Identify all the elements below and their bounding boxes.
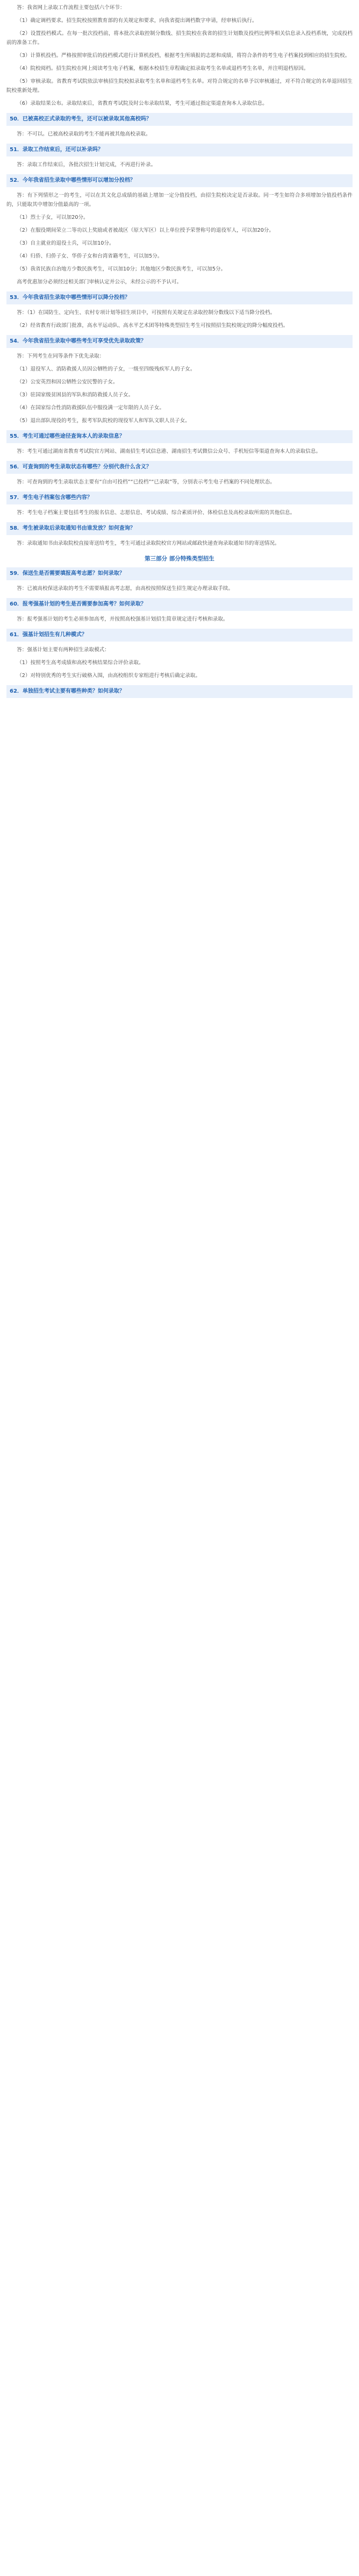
paragraph: 答：可查询到的考生录取状态主要有“自由可投档”“已投档”“已录取”等，分别表示考生电子档案的不同处理状态。 xyxy=(17,479,275,485)
question-heading: 61．强基计划招生有几种模式？ xyxy=(6,629,353,642)
paragraph: （3）驻国家级贫困县的军队和消防救援人员子女。 xyxy=(17,392,134,398)
question-heading: 60．报考强基计划的考生是否需要参加高考？如何录取？ xyxy=(6,598,353,611)
paragraph: （2）对特别优秀的考生实行破格入围，由高校组织专家组进行考核后确定录取。 xyxy=(17,673,201,679)
paragraph: 答：下列考生在同等条件下优先录取： xyxy=(17,353,105,359)
paragraph: 答：已被高校保送录取的考生不需要填报高考志愿，由高校按照保送生招生规定办理录取手续。 xyxy=(17,586,234,592)
paragraph: 答：有下列情形之一的考生，可以在其文化总成绩的基础上增加一定分值投档，由招生院校决定是否录取。同一考生如符合多项增加分值投档条件的，只能取其中增加分值最高的一项。 xyxy=(6,193,353,208)
paragraph: （2）在服役期间荣立二等功以上奖励或者被战区（原大军区）以上单位授予荣誉称号的退役军人，可以加20分。 xyxy=(17,227,274,233)
question-heading: 55．考生可通过哪些途径查询本人的录取信息？ xyxy=(6,430,353,443)
paragraph: 答：录取通知书由录取院校直接寄送给考生，考生可通过录取院校官方网站或邮政快递查询录取通知书的寄送情况。 xyxy=(17,540,280,546)
paragraph: 答：我省网上录取工作流程主要包括六个环节： xyxy=(17,5,125,11)
paragraph: 答：考生可通过湖南省教育考试院官方网站、湖南招生考试信息港、湖南招生考试微信公众号、手机短信等渠道查询本人的录取信息。 xyxy=(17,449,321,454)
paragraph: 答：强基计划主要有两种招生录取模式： xyxy=(17,647,110,653)
paragraph: （5）审核录取。省教育考试院依法审核招生院校拟录取考生名单和退档考生名单。对符合规定的名单予以审核通过，对不符合规定的名单退回招生院校重新处理。 xyxy=(6,79,353,94)
question-heading: 51．录取工作结束后，还可以补录吗？ xyxy=(6,144,353,156)
paragraph: 答：考生电子档案主要包括考生的报名信息、志愿信息、考试成绩、综合素质评价、体检信息及高校录取所需的其他信息。 xyxy=(17,510,296,516)
paragraph: 答：（1）在国防生、定向生、农村专项计划等招生项目中，可按照有关规定在录取控制分数线以下适当降分投档。 xyxy=(17,310,276,316)
paragraph: 答：录取工作结束后，各批次招生计划完成，不再进行补录。 xyxy=(17,162,156,168)
paragraph: （2）经省教育行政部门批准，高水平运动队、高水平艺术团等特殊类型招生考生可按照招生院校规定的降分幅度投档。 xyxy=(17,323,289,329)
paragraph: （2）设置投档模式。在每一批次投档前，将本批次录取控制分数线、招生院校在我省的招生计划数及投档比例等相关信息录入投档系统，完成投档前的准备工作。 xyxy=(6,31,353,46)
paragraph: （1）确定调档要求。招生院校按照教育部的有关规定和要求，向我省提出调档数字申请，经审核后执行。 xyxy=(17,18,257,24)
paragraph: （3）计算机投档。严格按照审批后的投档模式进行计算机投档，根据考生所填报的志愿和成绩，将符合条件的考生电子档案投到相应的招生院校。 xyxy=(17,53,350,59)
paragraph: （3）自主就业的退役士兵，可以加10分。 xyxy=(17,240,114,246)
question-heading: 62．单独招生考试主要有哪些种类？如何录取？ xyxy=(6,685,353,698)
paragraph: （1）退役军人、消防救援人员因公牺牲的子女，一级至四级残疾军人的子女。 xyxy=(17,366,196,372)
paragraph: （6）录取结果公布。录取结束后，省教育考试院及时公布录取结果，考生可通过指定渠道查询本人录取信息。 xyxy=(17,101,268,106)
paragraph: （1）烈士子女，可以加20分。 xyxy=(17,215,89,220)
question-heading: 57．考生电子档案包含哪些内容？ xyxy=(6,492,353,504)
paragraph: （2）公安英烈和因公牺牲公安民警的子女。 xyxy=(17,379,118,385)
paragraph: （4）在国家综合性消防救援队伍中服役满一定年限的人员子女。 xyxy=(17,405,164,411)
question-heading: 58．考生被录取后录取通知书由谁发放？如何查询？ xyxy=(6,522,353,535)
paragraph: （4）院校阅档。招生院校在网上阅读考生电子档案，根据本校招生章程确定拟录取考生名单或退档考生名单，并注明退档原因。 xyxy=(17,66,309,72)
question-heading: 53．今年我省招生录取中哪些情形可以降分投档？ xyxy=(6,291,353,304)
paragraph: 答：不可以。已被高校录取的考生不能再被其他高校录取。 xyxy=(17,131,151,137)
question-heading: 52．今年我省招生录取中哪些情形可以增加分投档？ xyxy=(6,174,353,187)
document-page xyxy=(0,0,359,707)
question-heading: 50．已被高校正式录取的考生，还可以被录取其他高校吗？ xyxy=(6,113,353,126)
question-heading: 56．可查询到的考生录取状态有哪些？分别代表什么含义？ xyxy=(6,461,353,474)
paragraph: （5）我省民族自治地方少数民族考生，可以加10分；其他地区少数民族考生，可以加5分。 xyxy=(17,266,226,272)
question-heading: 54．今年我省招生录取中哪些考生可享受优先录取政策？ xyxy=(6,335,353,348)
paragraph: （1）按照考生高考成绩和高校考核结果综合评价录取。 xyxy=(17,660,144,666)
paragraph: （4）归侨、归侨子女、华侨子女和台湾省籍考生，可以加5分。 xyxy=(17,253,163,259)
question-heading: 59．保送生是否需要填报高考志愿？如何录取？ xyxy=(6,567,353,580)
paragraph: 高考优惠加分必须经过相关部门审核认定并公示，未经公示的不予认可。 xyxy=(17,279,182,285)
paragraph: （5）退出部队现役的考生，报考军队院校的现役军人和军队文职人员子女。 xyxy=(17,418,190,424)
paragraph: 答：报考强基计划的考生必须参加高考，并按照高校强基计划招生简章规定进行考核和录取。 xyxy=(17,616,228,622)
part-title: 第三部分 部分特殊类型招生 xyxy=(145,556,214,562)
